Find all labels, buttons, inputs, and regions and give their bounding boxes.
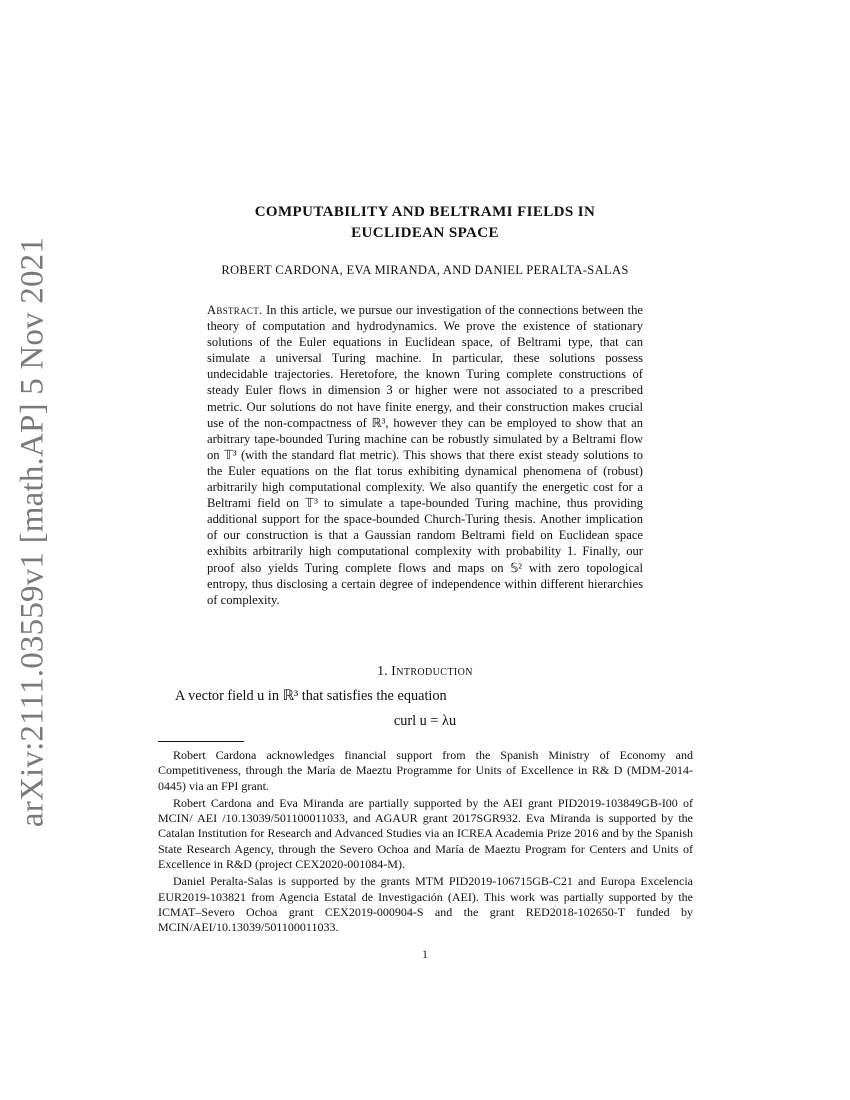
arxiv-sidebar	[4, 236, 62, 828]
section-number: 1.	[377, 664, 388, 679]
footnote-peralta-salas: Daniel Peralta-Salas is supported by the grants MTM PID2019-106715GB-C21 and Europa Excelencia EUR2019-103821 from Agencia Estatal de Investigación (AEI). This work was partially supported by the ICMAT–Severo Ochoa grant CEX2019-000904-S and the grant RED2018-102650-T funded by MCIN/AEI/10.13039/501100011033.	[158, 874, 693, 935]
title-line-1: COMPUTABILITY AND BELTRAMI FIELDS IN	[254, 204, 596, 220]
footnotes	[158, 748, 693, 938]
page-number: 1	[422, 949, 428, 961]
section-heading	[160, 664, 690, 680]
section-title: Introduction	[391, 664, 473, 679]
author-list: ROBERT CARDONA, EVA MIRANDA, AND DANIEL PERALTA-SALAS	[221, 263, 629, 277]
paper-title	[160, 202, 690, 244]
abstract	[207, 302, 643, 608]
footnote-rule	[158, 741, 244, 742]
title-line-2: EUCLIDEAN SPACE	[351, 225, 499, 241]
equation-curl: curl u = λu	[393, 713, 457, 729]
abstract-label: Abstract.	[207, 303, 263, 317]
footnote-cardona-miranda: Robert Cardona and Eva Miranda are partially supported by the AEI grant PID2019-103849GB-I00 of MCIN/ AEI /10.13039/501100011033, and AGAUR grant 2017SGR932. Eva Miranda is supported by the Catalan Institution for Research and Advanced Studies via an ICREA Academia Prize 2016 and by the Spanish State Research Agency, through the Severo Ochoa and María de Maeztu Program for Centers and Units of Excellence in R&D (project CEX2020-001084-M).	[158, 795, 693, 872]
abstract-text: In this article, we pursue our investigation of the connections between the theory of computation and hydrodynamics. We prove the existence of stationary solutions of the Euler equations in Euclidean space, of Beltrami type, that can simulate a universal Turing machine. In particular, these solutions possess undecidable trajectories. Heretofore, the known Turing complete constructions of steady Euler flows in dimension 3 or higher were not associated to a prescribed metric. Our solutions do not have finite energy, and their construction makes crucial use of the non-compactness of ℝ³, however they can be employed to show that an arbitrary tape-bounded Turing machine can be robustly simulated by a Beltrami flow on 𝕋³ (with the standard flat metric). This shows that there exist steady solutions to the Euler equations on the flat torus exhibiting dynamical phenomena of (robust) arbitrarily high computational complexity. We also quantify the energetic cost for a Beltrami field on 𝕋³ to simulate a tape-bounded Turing machine, thus providing additional support for the space-bounded Church-Turing thesis. Another implication of our construction is that a Gaussian random Beltrami field on Euclidean space exhibits arbitrarily high computational complexity with probability 1. Finally, our proof also yields Turing complete flows and maps on 𝕊² with zero topological entropy, thus disclosing a certain degree of independence within different hierarchies of complexity.	[207, 303, 643, 607]
arxiv-identifier[interactable]: arXiv:2111.03559v1 [math.AP] 5 Nov 2021	[14, 236, 51, 828]
intro-paragraph: A vector field u in ℝ³ that satisfies the equation	[175, 688, 447, 704]
footnote-cardona: Robert Cardona acknowledges financial support from the Spanish Ministry of Economy and Competitiveness, through the María de Maeztu Programme for Units of Excellence in R& D (MDM-2014-0445) via an FPI grant.	[158, 748, 693, 793]
